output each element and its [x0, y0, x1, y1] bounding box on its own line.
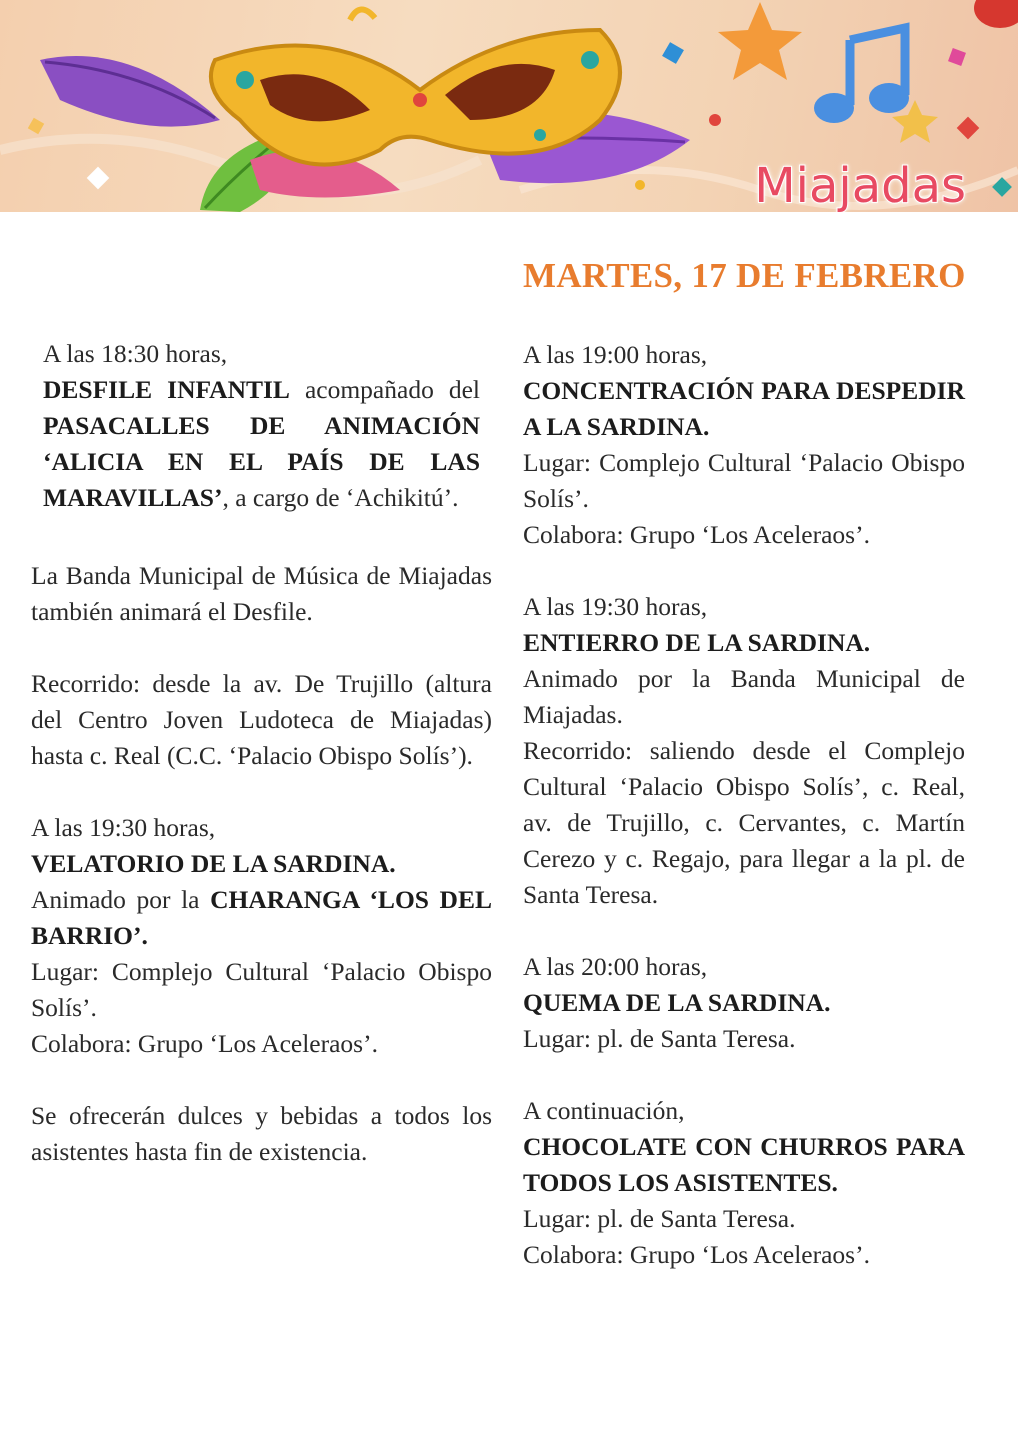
- right-column-body: [523, 337, 965, 1273]
- day-heading: MARTES, 17 DE FEBRERO: [523, 256, 966, 295]
- event-text: Animado por la: [31, 885, 211, 914]
- event-collab: Colabora: Grupo ‘Los Aceleraos’.: [523, 520, 870, 549]
- event-time: A las 19:00 horas,: [523, 340, 708, 369]
- event-description: [43, 372, 480, 516]
- event-place: Lugar: pl. de Santa Teresa.: [523, 1204, 796, 1233]
- event-title: CHOCOLATE CON CHURROS PARA TODOS LOS ASISTENTES.: [523, 1132, 965, 1197]
- event-time: A continuación,: [523, 1096, 685, 1125]
- star-icon: [718, 2, 802, 80]
- event-time: A las 19:30 horas,: [523, 592, 708, 621]
- purple-feather-icon: [40, 56, 220, 127]
- event-title: QUEMA DE LA SARDINA.: [523, 988, 831, 1017]
- carnival-mask-icon: [211, 9, 620, 164]
- event-text: , a cargo de ‘Achikitú’.: [222, 483, 459, 512]
- event-collab: Colabora: Grupo ‘Los Aceleraos’.: [523, 1240, 870, 1269]
- event-place: Lugar: pl. de Santa Teresa.: [523, 1024, 796, 1053]
- event-title: VELATORIO DE LA SARDINA.: [31, 849, 396, 878]
- event-place: Lugar: Complejo Cultural ‘Palacio Obispo Solís’.: [31, 957, 492, 1022]
- header-banner: [0, 0, 1018, 212]
- route-note: Recorrido: saliendo desde el Complejo Cultural ‘Palacio Obispo Solís’, c. Real, av. de Trujillo, c. Cervantes, c. Martín Cerezo y c. Regajo, para llegar a la pl. de Santa Teresa.: [523, 736, 965, 909]
- event-time: A las 18:30 horas,: [43, 339, 228, 368]
- event-place: Lugar: Complejo Cultural ‘Palacio Obispo Solís’.: [523, 448, 965, 513]
- event-description: Animado por la Banda Municipal de Miajadas.: [523, 664, 965, 729]
- route-note: Recorrido: desde la av. De Trujillo (altura del Centro Joven Ludoteca de Miajadas) hasta c. Real (C.C. ‘Palacio Obispo Solís’).: [31, 669, 492, 770]
- event-title: DESFILE INFANTIL: [43, 375, 290, 404]
- music-note-icon: [814, 28, 909, 123]
- band-note: La Banda Municipal de Música de Miajadas también animará el Desfile.: [31, 561, 492, 626]
- left-column-body: [31, 558, 492, 1170]
- event-title: PASACALLES DE ANIMACIÓN ‘ALICIA EN EL PAÍS DE LAS MARAVILLAS’: [43, 411, 480, 512]
- event-time: A las 20:00 horas,: [523, 952, 708, 981]
- event-text: acompañado del: [289, 375, 480, 404]
- event-description: [31, 882, 492, 954]
- event-title: CHARANGA ‘LOS DEL BARRIO’.: [31, 885, 492, 950]
- event-time: A las 19:30 horas,: [31, 813, 216, 842]
- brand-title: Miajadas: [754, 158, 966, 212]
- event-title: ENTIERRO DE LA SARDINA.: [523, 628, 871, 657]
- treats-note: Se ofrecerán dulces y bebidas a todos los asistentes hasta fin de existencia.: [31, 1101, 492, 1166]
- event-collab: Colabora: Grupo ‘Los Aceleraos’.: [31, 1029, 378, 1058]
- left-event-desfile: [43, 336, 480, 516]
- event-title: CONCENTRACIÓN PARA DESPEDIR A LA SARDINA.: [523, 376, 965, 441]
